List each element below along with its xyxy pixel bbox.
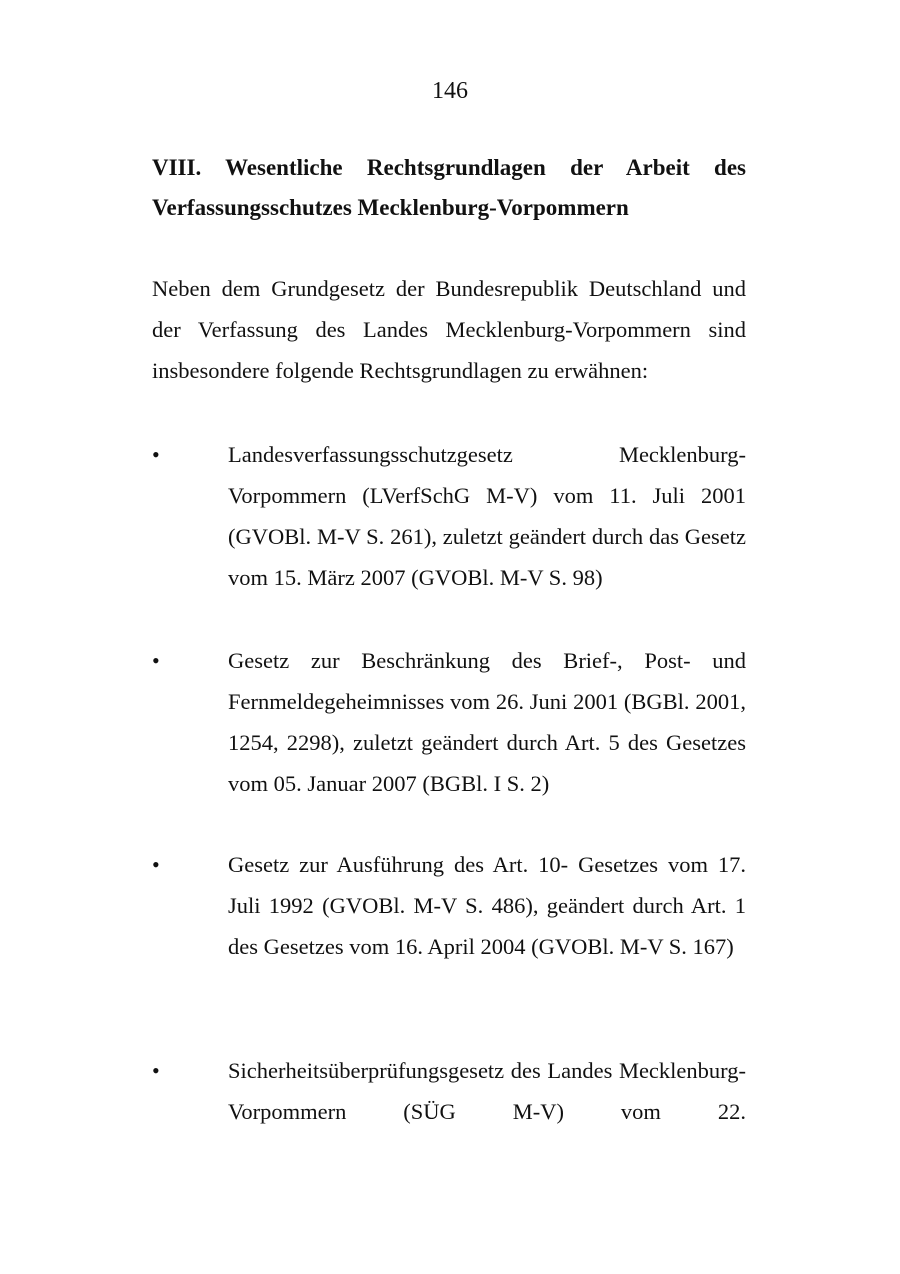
list-item-text: Gesetz zur Ausführung des Art. 10- Gesetzes vom 17. Juli 1992 (GVOBl. M-V S. 486), geändert durch Art. 1 des Gesetzes vom 16. April 2004 (GVOBl. M-V S. 167) [228,852,746,959]
intro-paragraph: Neben dem Grundgesetz der Bundesrepublik Deutschland und der Verfassung des Landes Mecklenburg-Vorpommern sind insbesondere folgende Rechtsgrundlagen zu erwähnen: [152,276,746,383]
section-heading-line-2: Verfassungsschutzes Mecklenburg-Vorpommern [152,195,629,220]
page-number: 146 [432,78,468,104]
section-heading [152,148,746,228]
section-heading-line-1: VIII. Wesentliche Rechtsgrundlagen der Arbeit des [152,155,746,180]
bullet-icon: • [152,442,160,467]
list-item-text: Gesetz zur Beschränkung des Brief-, Post- und Fernmeldegeheimnisses vom 26. Juni 2001 (BGBl. 2001, 1254, 2298), zuletzt geändert durch Art. 5 des Gesetzes vom 05. Januar 2007 (BGBl. I S. 2) [228,648,746,796]
bullet-icon: • [152,1058,160,1083]
bullet-icon: • [152,852,160,877]
list-item-text: Landesverfassungsschutzgesetz Mecklenburg-Vorpommern (LVerfSchG M-V) vom 11. Juli 2001 (GVOBl. M-V S. 261), zuletzt geändert durch das Gesetz vom 15. März 2007 (GVOBl. M-V S. 98) [228,442,746,590]
list-item-text: Sicherheitsüberprüfungsgesetz des Landes Mecklenburg-Vorpommern (SÜG M-V) vom 22. [228,1058,746,1124]
bullet-icon: • [152,648,160,673]
